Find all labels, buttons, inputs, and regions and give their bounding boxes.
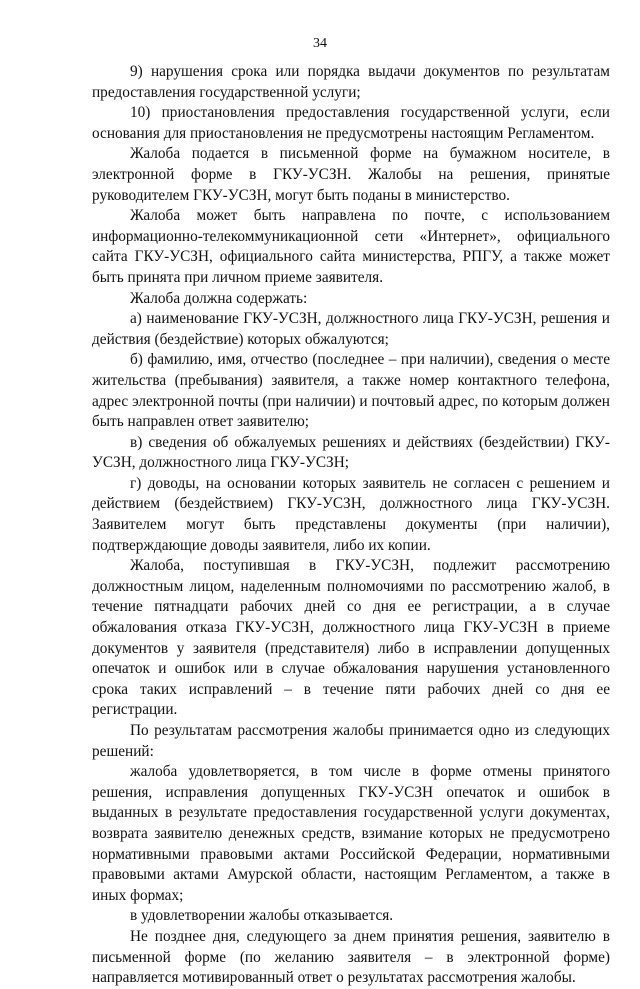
paragraph: Жалоба, поступившая в ГКУ-УСЗН, подлежит рассмотрению должностным лицом, наделенным полномочиями по рассмотрению жалоб, в течение пятнадцати рабочих дней со дня ее регистрации, а в случае обжалования отказа ГКУ-УСЗН, должностного лица ГКУ-УСЗН в приеме документов у заявителя (представителя) либо в исправлении допущенных опечаток и ошибок или в случае обжалования нарушения установленного срока таких исправлений – в течение пяти рабочих дней со дня ее регистрации. <box>92 557 610 719</box>
document-body <box>92 62 610 989</box>
paragraph: 10) приостановления предоставления государственной услуги, если основания для приостановления не предусмотрены настоящим Регламентом. <box>92 104 610 142</box>
paragraph: Жалоба должна содержать: <box>130 289 308 307</box>
paragraph: б) фамилию, имя, отчество (последнее – при наличии), сведения о месте жительства (пребывания) заявителя, а также номер контактного телефона, адрес электронной почты (при наличии) и почтовый адрес, по которым должен быть направлен ответ заявителю; <box>92 351 610 431</box>
paragraph: жалоба удовлетворяется, в том числе в форме отмены принятого решения, исправления допущенных ГКУ-УСЗН опечаток и ошибок в выданных в результате предоставления государственной услуги документах, возврата заявителю денежных средств, взимание которых не предусмотрено нормативными правовыми актами Российской Федерации, нормативными правовыми актами Амурской области, настоящим Регламентом, а также в иных формах; <box>92 763 610 904</box>
paragraph: Жалоба подается в письменной форме на бумажном носителе, в электронной форме в ГКУ-УСЗН. Жалобы на решения, принятые руководителем ГКУ-УСЗН, могут быть поданы в министерство. <box>92 145 610 204</box>
page-number: 34 <box>313 36 327 51</box>
paragraph: в удовлетворении жалобы отказывается. <box>130 907 394 925</box>
paragraph: в) сведения об обжалуемых решениях и действиях (бездействии) ГКУ-УСЗН, должностного лица ГКУ-УСЗН; <box>92 433 610 472</box>
paragraph: Жалоба может быть направлена по почте, с использованием информационно-телекоммуникационной сети «Интернет», официального сайта ГКУ-УСЗН, официального сайта министерства, РПГУ, а также может быть принята при личном приеме заявителя. <box>92 207 610 286</box>
paragraph: г) доводы, на основании которых заявитель не согласен с решением и действием (бездействием) ГКУ-УСЗН, должностного лица ГКУ-УСЗН. Заявителем могут быть представлены документы (при наличии), подтверждающие доводы заявителя, либо их копии. <box>92 474 610 554</box>
paragraph: а) наименование ГКУ-УСЗН, должностного лица ГКУ-УСЗН, решения и действия (бездействие) которых обжалуются; <box>92 310 610 348</box>
paragraph: Не позднее дня, следующего за днем принятия решения, заявителю в письменной форме (по желанию заявителя – в электронной форме) направляется мотивированный ответ о результатах рассмотрения жалобы. <box>92 927 610 987</box>
paragraph: По результатам рассмотрения жалобы принимается одно из следующих решений: <box>92 722 610 760</box>
paragraph: 9) нарушения срока или порядка выдачи документов по результатам предоставления государственной услуги; <box>92 63 610 101</box>
